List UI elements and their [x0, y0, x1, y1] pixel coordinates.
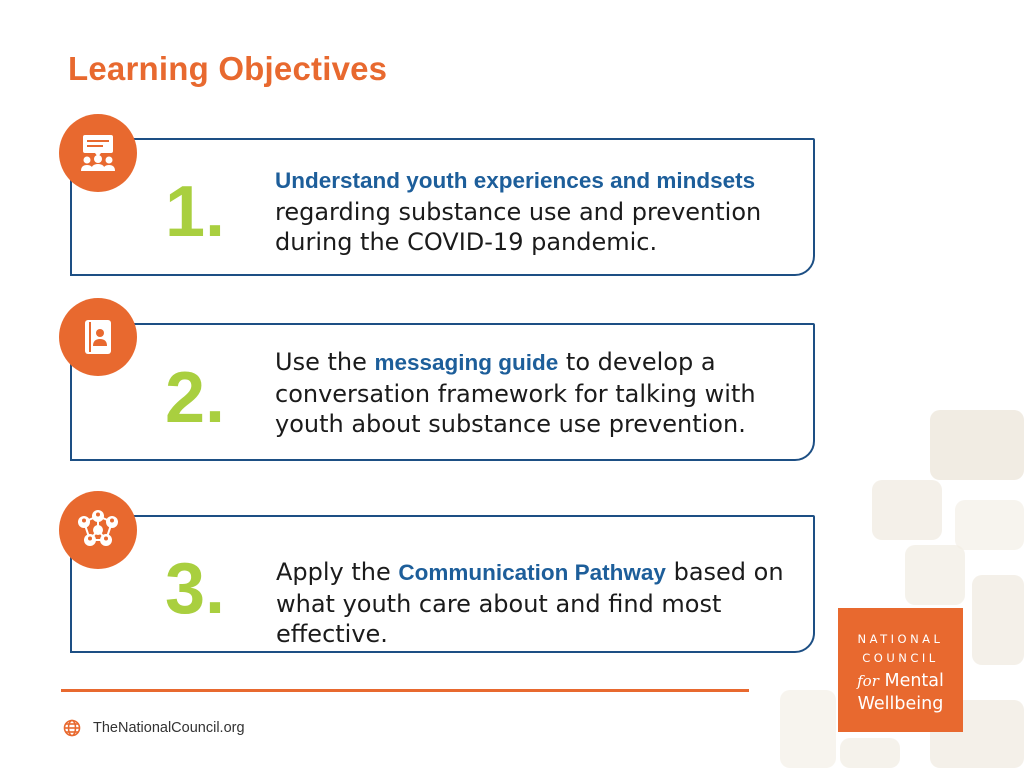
decorative-tile	[905, 545, 965, 605]
objective-highlight-2: messaging guide	[374, 350, 559, 375]
globe-icon	[63, 719, 81, 737]
footer-url[interactable]: TheNationalCouncil.org	[93, 720, 245, 736]
decorative-tile	[972, 575, 1024, 665]
decorative-tile	[955, 500, 1024, 550]
objective-text-3: Apply the Communication Pathway based on what youth care about and find most effective.	[276, 558, 784, 648]
objective-number-2: 2.	[165, 358, 226, 438]
contact-book-icon	[83, 319, 113, 355]
objective-badge-3	[59, 491, 137, 569]
objective-badge-1	[59, 114, 137, 192]
objective-highlight-1: Understand youth experiences and mindsets	[275, 168, 756, 193]
decorative-tile	[840, 738, 900, 768]
objective-rest-1: regarding substance use and prevention during the COVID-19 pandemic.	[275, 197, 762, 256]
decorative-tile	[780, 690, 836, 768]
objective-text-2: Use the messaging guide to develop a conversation framework for talking with youth about substance use prevention.	[275, 348, 756, 438]
objective-text-1	[275, 165, 795, 258]
decorative-tile	[930, 410, 1024, 480]
decorative-tile	[872, 480, 942, 540]
presentation-audience-icon	[78, 134, 118, 172]
footer	[63, 719, 245, 737]
objective-number-1: 1.	[165, 172, 226, 252]
page-title: Learning Objectives	[68, 50, 388, 87]
network-people-icon	[74, 508, 122, 552]
objective-highlight-3: Communication Pathway	[398, 560, 666, 585]
objective-badge-2	[59, 298, 137, 376]
national-council-logo: NATIONAL COUNCIL for Mental Wellbeing	[838, 608, 963, 732]
objective-number-3: 3.	[165, 549, 226, 629]
footer-divider	[61, 689, 749, 692]
